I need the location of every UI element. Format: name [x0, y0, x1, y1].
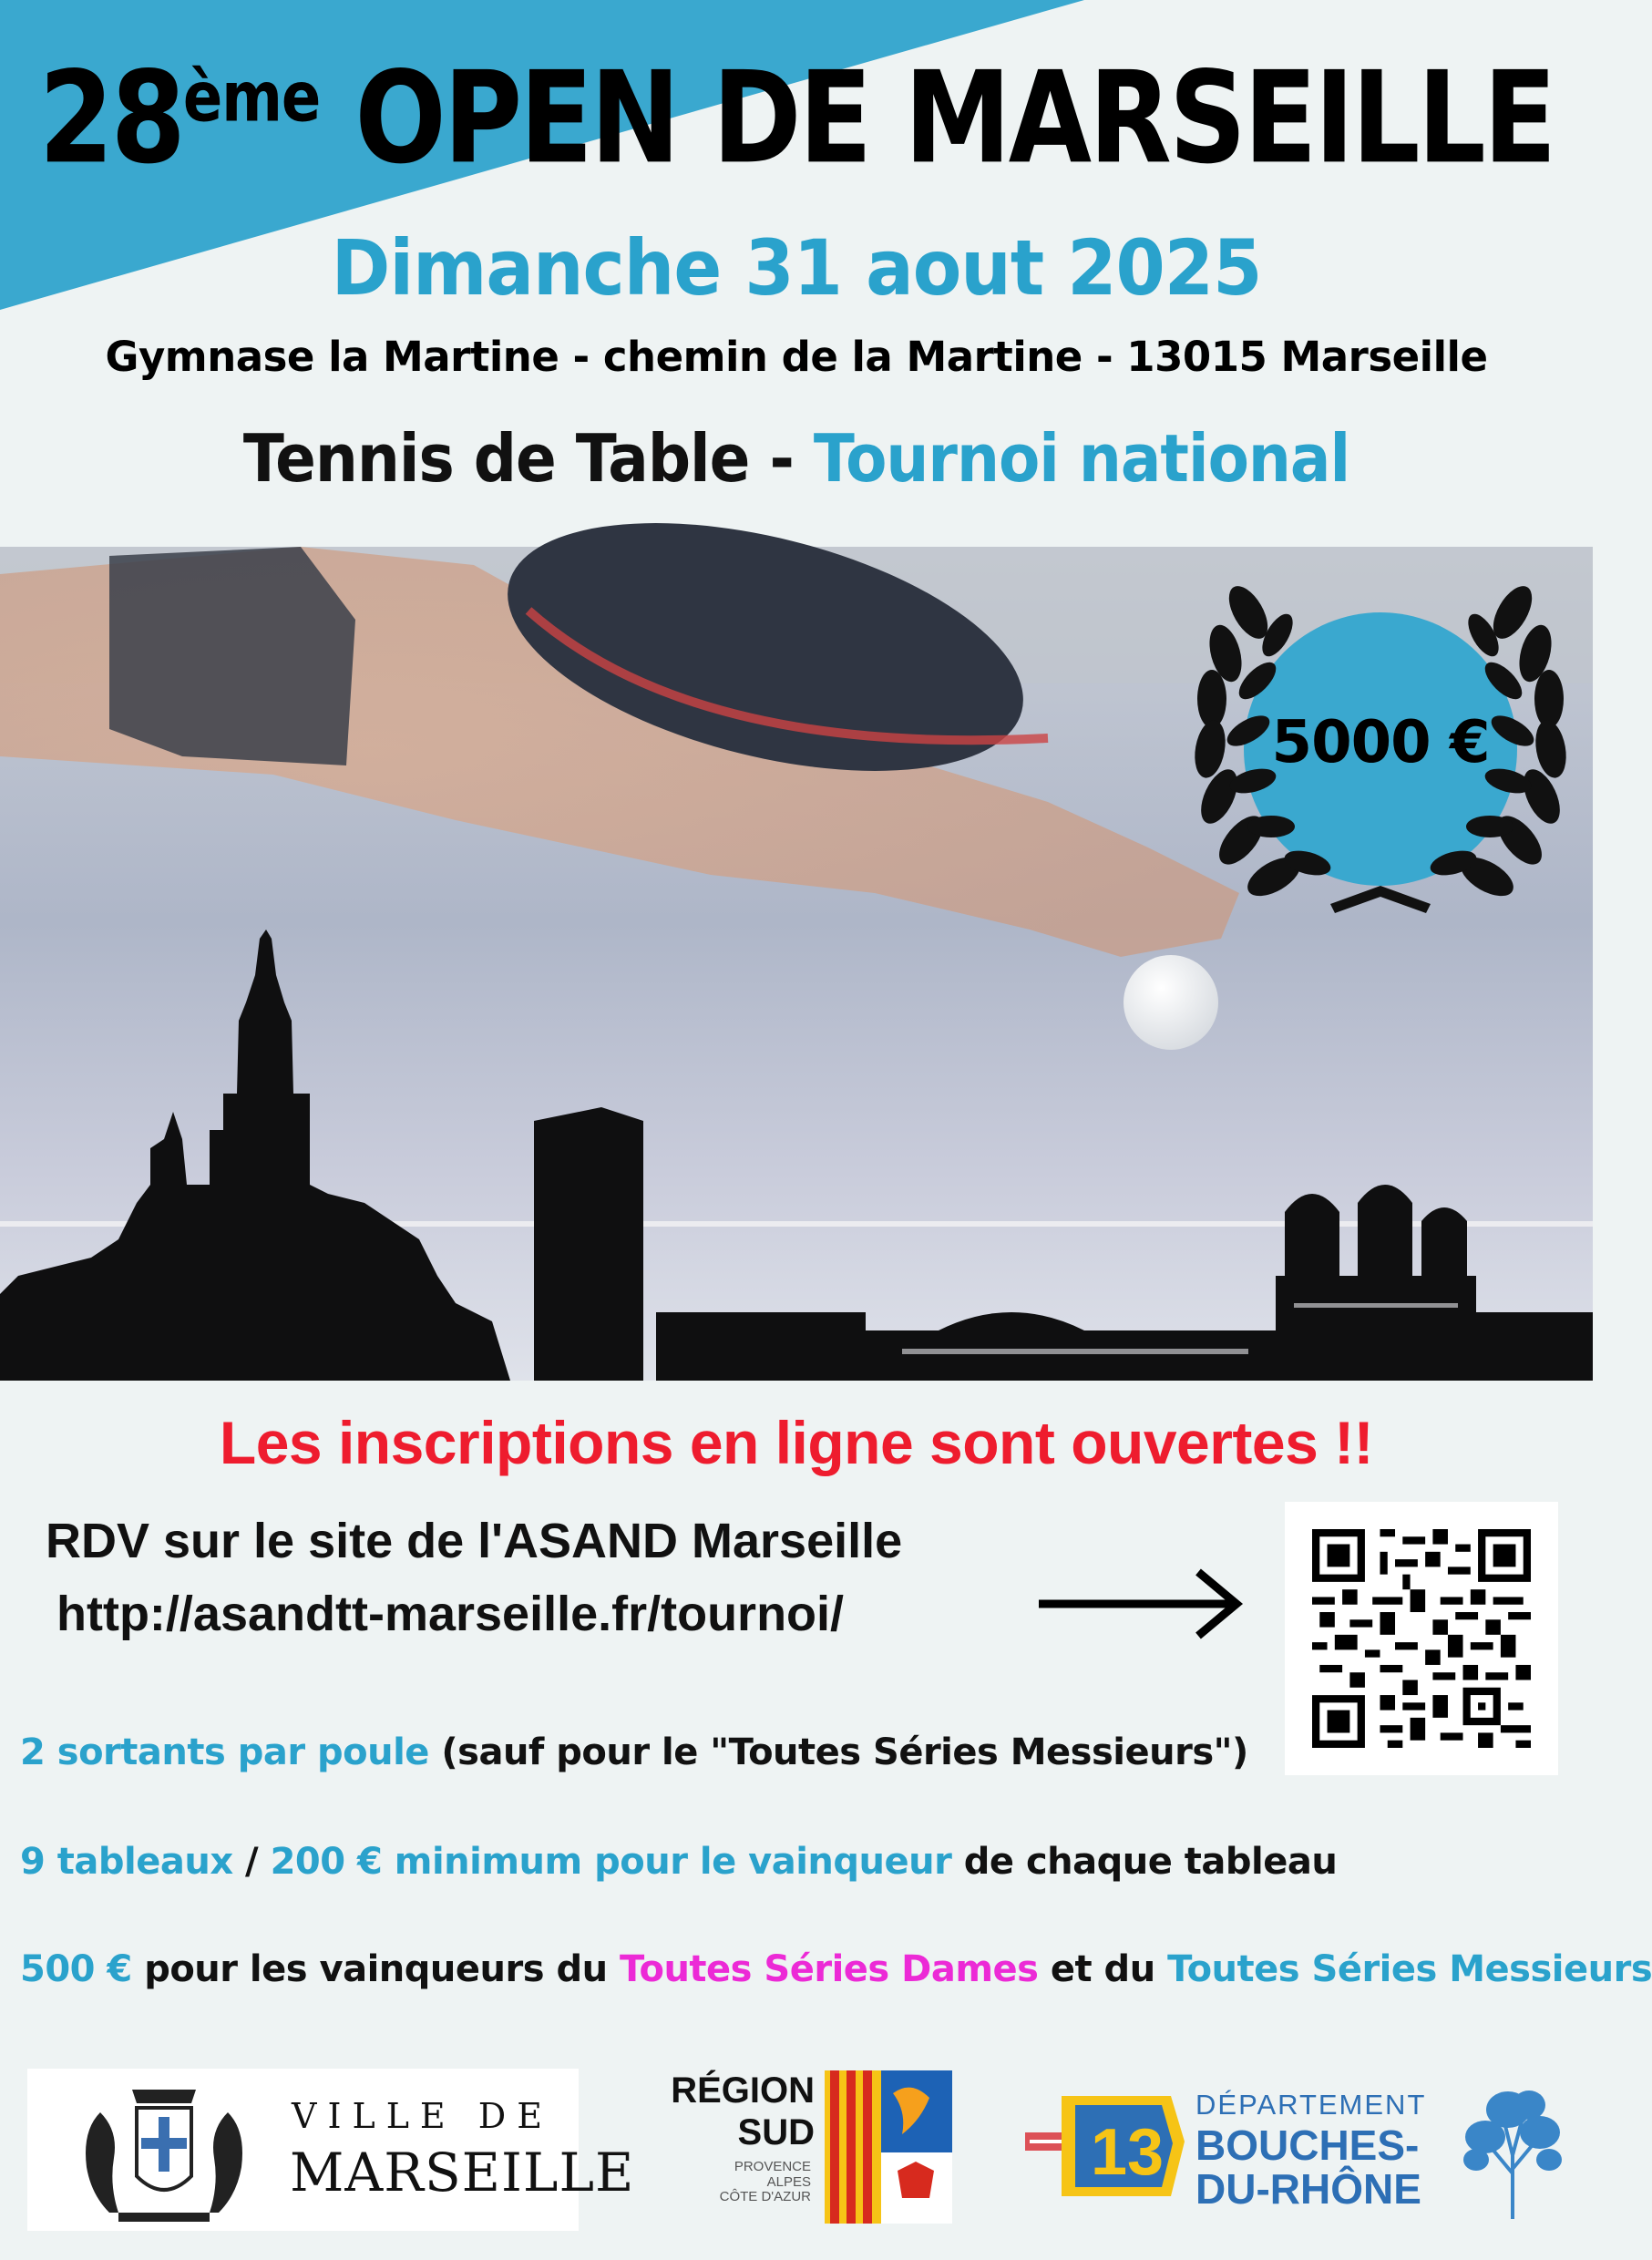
region-sub-3: CÔTE D'AZUR — [719, 2189, 811, 2204]
title-number: 28 — [38, 43, 183, 192]
tournament-type: Tournoi national — [813, 420, 1350, 498]
info-draws-slash: / — [232, 1841, 271, 1883]
departement-label-line2: BOUCHES- — [1195, 2121, 1420, 2169]
registration-info: RDV sur le site de l'ASAND Marseille — [46, 1514, 903, 1568]
registration-url[interactable]: http://asandtt-marseille.fr/tournoi/ — [56, 1587, 845, 1641]
qr-code-icon[interactable] — [1312, 1529, 1531, 1748]
sport-label: Tennis de Table — [242, 420, 750, 498]
info-pools-note: (sauf pour le "Toutes Séries Messieurs") — [428, 1731, 1248, 1773]
arrow-right-icon — [1034, 1567, 1253, 1640]
marseille-label-line1: VILLE DE — [292, 2096, 553, 2136]
region-sud-flag-icon — [825, 2070, 952, 2224]
title-main: OPEN DE MARSEILLE — [354, 43, 1555, 192]
departement-label-line1: DÉPARTEMENT — [1195, 2089, 1427, 2121]
title-suffix: ème — [182, 58, 321, 139]
olive-tree-icon — [1458, 2082, 1567, 2219]
marseille-label-line2: MARSEILLE — [290, 2142, 635, 2204]
event-venue: Gymnase la Martine - chemin de la Martine - 13015 Marseille — [105, 333, 1488, 381]
event-sport — [0, 420, 1593, 498]
marseille-coat-of-arms-icon — [46, 2076, 282, 2226]
region-sub-2: ALPES — [766, 2173, 811, 2190]
event-date: Dimanche 31 aout 2025 — [331, 224, 1262, 313]
info-draws-tail: de chaque tableau — [951, 1841, 1338, 1883]
info-winners — [20, 1948, 1652, 1990]
info-pools-highlight: 2 sortants par poule — [20, 1731, 429, 1773]
departement-number: 13 — [1091, 2116, 1165, 2189]
departement-13-logo-icon — [1025, 2087, 1203, 2205]
info-draws-prize: 200 € minimum pour le vainqueur — [270, 1841, 952, 1883]
region-sub-1: PROVENCE — [734, 2159, 811, 2174]
info-winners-messieurs: Toutes Séries Messieurs — [1167, 1948, 1652, 1990]
sport-separator: - — [769, 420, 794, 498]
departement-label-line3: DU-RHÔNE — [1195, 2165, 1421, 2214]
info-pools — [20, 1731, 1587, 1773]
info-winners-text: pour les vainqueurs du — [131, 1948, 620, 1990]
registration-headline: Les inscriptions en ligne sont ouvertes !! — [219, 1409, 1374, 1476]
info-winners-dames: Toutes Séries Dames — [619, 1948, 1039, 1990]
info-winners-and: et du — [1038, 1948, 1168, 1990]
prize-amount: 5000 € — [1271, 709, 1490, 776]
region-subtitle — [632, 2160, 811, 2205]
info-draws-count: 9 tableaux — [20, 1841, 233, 1883]
info-draws — [20, 1841, 1587, 1883]
departement-label-name — [1195, 2123, 1469, 2212]
page-title — [0, 43, 1593, 192]
info-winners-amount: 500 € — [20, 1948, 132, 1990]
region-label-line1: RÉGION — [671, 2070, 815, 2111]
region-label-line2: SUD — [737, 2112, 815, 2152]
